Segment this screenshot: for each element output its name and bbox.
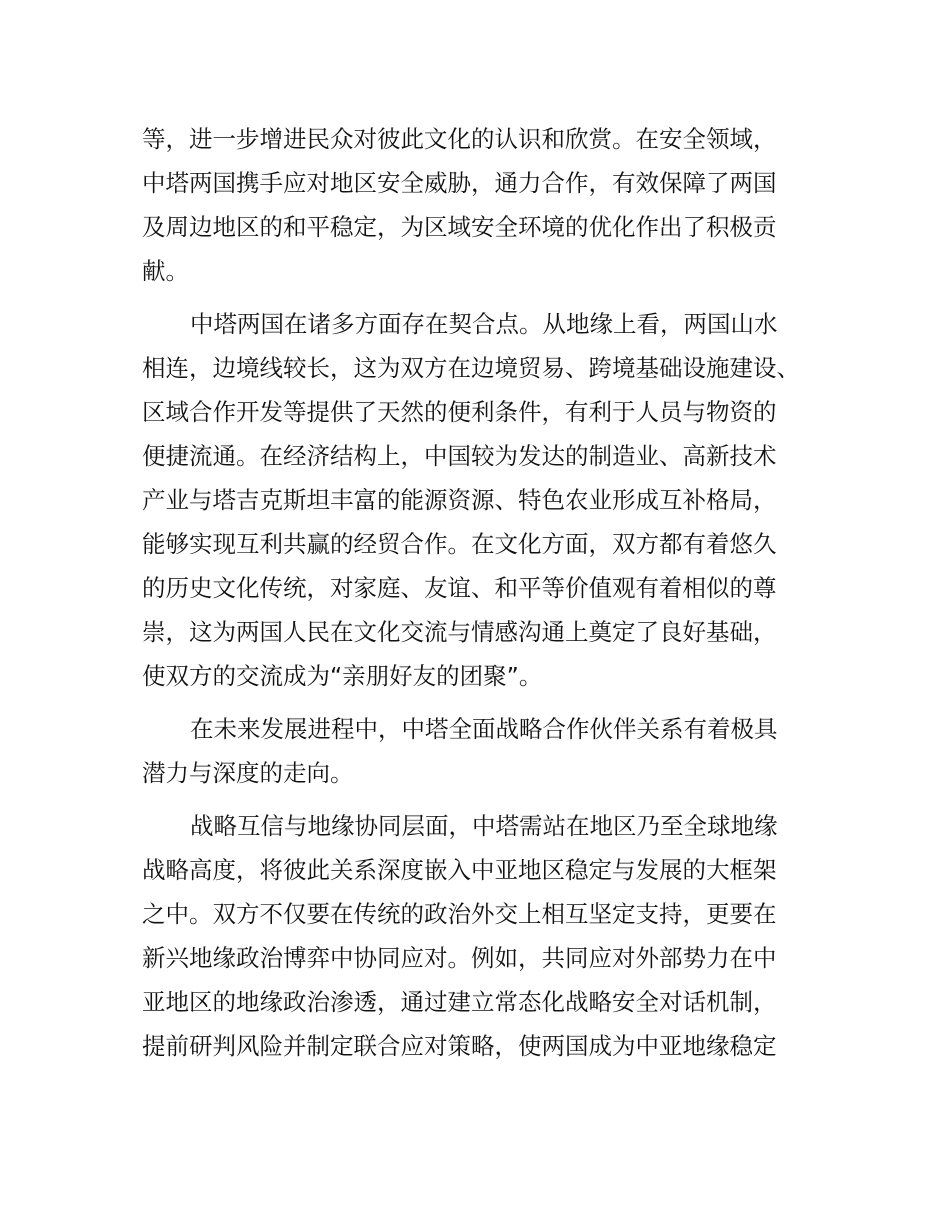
paragraph-2-line-2: 相连，边境线较长，这为双方在边境贸易、跨境基础设施建设、 (142, 354, 800, 382)
paragraph-3-line-1: 在未来发展进程中，中塔全面战略合作伙伴关系有着极具 (190, 715, 778, 743)
paragraph-4-line-6: 提前研判风险并制定联合应对策略，使两国成为中亚地缘稳定 (142, 1032, 777, 1060)
paragraph-4-line-3: 之中。双方不仅要在传统的政治外交上相互坚定支持，更要在 (142, 900, 777, 928)
paragraph-1-line-4: 献。 (142, 257, 189, 285)
paragraph-4-line-1: 战略互信与地缘协同层面，中塔需站在地区乃至全球地缘 (190, 812, 778, 840)
paragraph-1-line-1: 等，进一步增进民众对彼此文化的认识和欣赏。在安全领域， (142, 125, 777, 153)
paragraph-4-line-5: 亚地区的地缘政治渗透，通过建立常态化战略安全对话机制， (142, 988, 777, 1016)
paragraph-2-line-3: 区域合作开发等提供了天然的便利条件，有利于人员与物资的 (142, 398, 777, 426)
paragraph-3-line-2: 潜力与深度的走向。 (142, 759, 354, 787)
paragraph-2-line-9: 使双方的交流成为“亲朋好友的团聚”。 (142, 662, 543, 690)
paragraph-2-line-1: 中塔两国在诸多方面存在契合点。从地缘上看，两国山水 (190, 310, 778, 338)
paragraph-2-line-7: 的历史文化传统，对家庭、友谊、和平等价值观有着相似的尊 (142, 574, 777, 602)
paragraph-2-line-5: 产业与塔吉克斯坦丰富的能源资源、特色农业形成互补格局， (142, 486, 777, 514)
paragraph-4-line-4: 新兴地缘政治博弈中协同应对。例如，共同应对外部势力在中 (142, 944, 777, 972)
paragraph-1-line-2: 中塔两国携手应对地区安全威胁，通力合作，有效保障了两国 (142, 169, 777, 197)
paragraph-4-line-2: 战略高度，将彼此关系深度嵌入中亚地区稳定与发展的大框架 (142, 856, 777, 884)
paragraph-2-line-4: 便捷流通。在经济结构上，中国较为发达的制造业、高新技术 (142, 442, 777, 470)
paragraph-2-line-6: 能够实现互利共赢的经贸合作。在文化方面，双方都有着悠久 (142, 530, 777, 558)
paragraph-1-line-3: 及周边地区的和平稳定，为区域安全环境的优化作出了积极贡 (142, 213, 777, 241)
paragraph-2-line-8: 崇，这为两国人民在文化交流与情感沟通上奠定了良好基础， (142, 618, 777, 646)
